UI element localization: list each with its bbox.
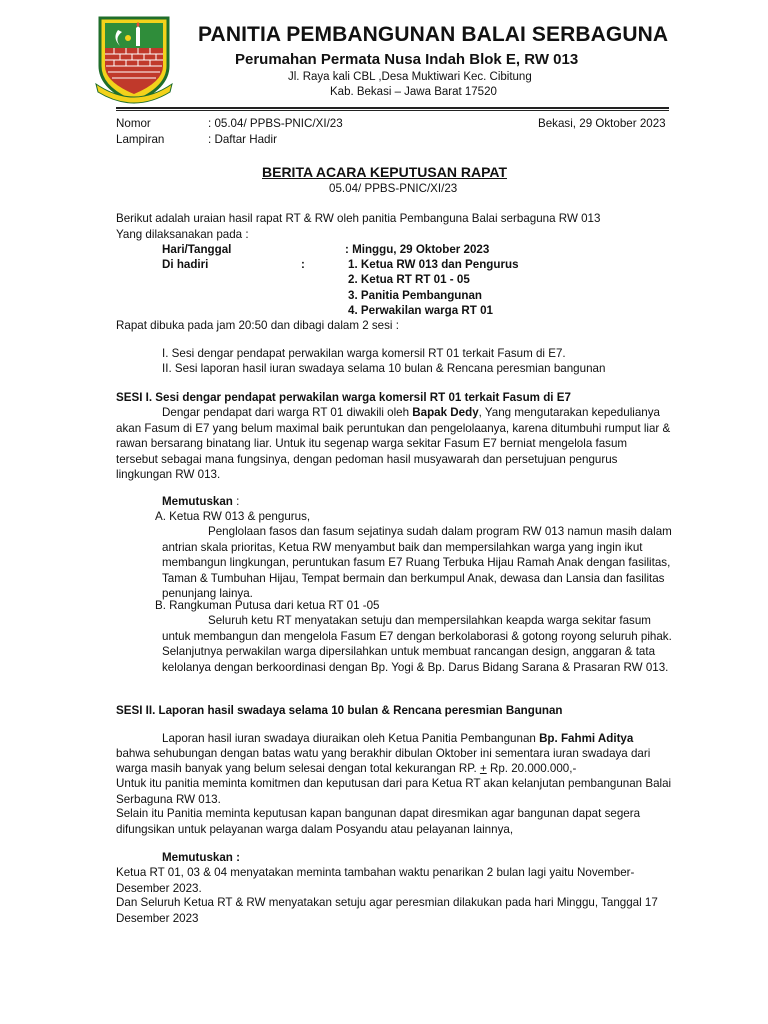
sesi1-paragraph: [116, 405, 672, 483]
header-divider: [116, 107, 669, 109]
sesi2-memutuskan: Memutuskan :: [162, 851, 240, 864]
plus-minus-sign: +: [479, 762, 487, 775]
header-divider-thin: [116, 110, 669, 111]
org-subtitle: Perumahan Permata Nusa Indah Blok E, RW 013: [235, 51, 579, 68]
hari-value: : Minggu, 29 Oktober 2023: [345, 243, 490, 256]
place-date: Bekasi, 29 Oktober 2023: [538, 117, 666, 130]
lampiran-value: : Daftar Hadir: [208, 133, 277, 146]
intro-line-1: Berikut adalah uraian hasil rapat RT & RW oleh panitia Pembanguna Balai serbaguna RW 013: [116, 212, 601, 225]
attendee-item: 1. Ketua RW 013 dan Pengurus: [348, 258, 519, 271]
rapat-dibuka: Rapat dibuka pada jam 20:50 dan dibagi dalam 2 sesi :: [116, 319, 399, 332]
sesi1-memutuskan: [162, 494, 239, 510]
sesi2-speaker-name: Bp. Fahmi Aditya: [539, 732, 634, 745]
sesi2-para1-line3-pre: warga masih banyak yang belum selesai dengan total kekurangan RP.: [116, 762, 480, 775]
sesi2-para1-line3: [116, 761, 576, 777]
lampiran-label: Lampiran: [116, 133, 165, 146]
decision-a-label: A. Ketua RW 013 & pengurus,: [155, 510, 311, 523]
memutuskan-colon: :: [232, 495, 240, 508]
sesi2-para1-pre: Laporan hasil iuran swadaya diuraikan oleh Ketua Panitia Pembangunan: [162, 732, 540, 745]
session-item: I. Sesi dengar pendapat perwakilan warga komersil RT 01 terkait Fasum di E7.: [162, 347, 566, 360]
attendee-item: 3. Panitia Pembangunan: [348, 289, 483, 302]
shield-emblem-icon: [94, 14, 174, 106]
sesi1-para-pre: Dengar pendapat dari warga RT 01 diwakili oleh: [162, 406, 413, 419]
session-item: II. Sesi laporan hasil iuran swadaya selama 10 bulan & Rencana peresmian bangunan: [162, 362, 606, 375]
sesi1-heading: SESI I. Sesi dengar pendapat perwakilan warga komersil RT 01 terkait Fasum di E7: [116, 391, 571, 404]
decision-a-text: Penglolaan fasos dan fasum sejatinya sudah dalam program RW 013 namun masih dalam antrian skala prioritas, Ketua RW menyambut baik dan mempersilahkan warga yang ingin ikut membangun lingkungan, peruntukan fasum E7 Ruang Terbuka Hijau Ramah Anak dengan fasilitas, Taman & Tumbuhan Hijau, Tempat bermain dan berkumpul Anak, dewasa dan Lansia dan fasilitas penunjang lainya.: [162, 525, 672, 601]
org-title: PANITIA PEMBANGUNAN BALAI SERBAGUNA: [198, 23, 669, 46]
hari-label: Hari/Tanggal: [162, 243, 232, 256]
hadir-label: Di hadiri: [162, 258, 209, 271]
decision-b-label: B. Rangkuman Putusa dari ketua RT 01 -05: [155, 599, 380, 612]
intro-line-2: Yang dilaksanakan pada :: [116, 228, 249, 241]
document-number: 05.04/ PPBS-PNIC/XI/23: [329, 182, 458, 195]
sesi2-heading: SESI II. Laporan hasil swadaya selama 10 bulan & Rencana peresmian Bangunan: [116, 704, 563, 717]
nomor-label: Nomor: [116, 117, 151, 130]
nomor-value: : 05.04/ PPBS-PNIC/XI/23: [208, 117, 343, 130]
memutuskan-label: Memutuskan: [162, 495, 233, 508]
address-line-1: Jl. Raya kali CBL ,Desa Muktiwari Kec. Cibitung: [288, 71, 532, 83]
address-line-2: Kab. Bekasi – Jawa Barat 17520: [330, 86, 497, 98]
sesi2-para1-line2: bahwa sehubungan dengan batas watu yang berakhir dibulan Oktober ini sementara iuran swadaya dari: [116, 747, 651, 760]
sesi2-para2: Untuk itu panitia meminta komitmen dan keputusan dari para Ketua RT akan kelanjutan pembangunan Balai Serbaguna RW 013.: [116, 777, 672, 806]
regency-logo: [94, 14, 174, 106]
attendee-item: 2. Ketua RT RT 01 - 05: [348, 273, 470, 286]
document-title: BERITA ACARA KEPUTUSAN RAPAT: [262, 164, 507, 180]
sesi2-decision-1: Ketua RT 01, 03 & 04 menyatakan meminta tambahan waktu penarikan 2 bulan lagi yaitu November-Desember 2023.: [116, 866, 635, 895]
hadir-colon: :: [301, 258, 305, 271]
sesi2-para3: Selain itu Panitia meminta keputusan kapan bangunan dapat diresmikan agar bangunan dapat segera difungsikan untuk pelayanan warga dalam Posyandu atau pelayanan lainnya,: [116, 807, 641, 836]
sesi1-speaker-name: Bapak Dedy: [412, 406, 479, 419]
sesi2-para1-amount: Rp. 20.000.000,-: [486, 762, 577, 775]
attendee-item: 4. Perwakilan warga RT 01: [348, 304, 493, 317]
decision-b-text: Seluruh ketu RT menyatakan setuju dan mempersilahkan keapda warga sekitar fasum untuk membangun dan mengelola Fasum E7 dengan berkolaborasi & gotong royong seluruh pihak. Selanjutnya perwakilan warga dipersilahkan untuk membuat rancangan design, anggaran & tata kelolanya dengan berkoordinasi dengan Bp. Yogi & Bp. Darus Bidang Sarana & Prasaran RW 013.: [162, 614, 672, 674]
sesi2-para1-line1: [162, 731, 633, 747]
sesi2-decision-2: Dan Seluruh Ketua RT & RW menyatakan setuju agar peresmian dilakukan pada hari Minggu, Tanggal 17 Desember 2023: [116, 896, 658, 925]
sesi1-para-post: , Yang mengutarakan kepedulianya akan Fasum di E7 yang belum maximal baik peruntukan dan pengelolaanya, karena ditumbuhi rumput liar & rawan bersarang binatang liar. Untuk itu segenap warga sekitar Fasum E7 berniat mengelola fasum tersebut sebagai mana fungsinya, dengan pedoman hasil musyawarah dan persetujuan pengurus lingkungan RW 013.: [116, 406, 671, 482]
